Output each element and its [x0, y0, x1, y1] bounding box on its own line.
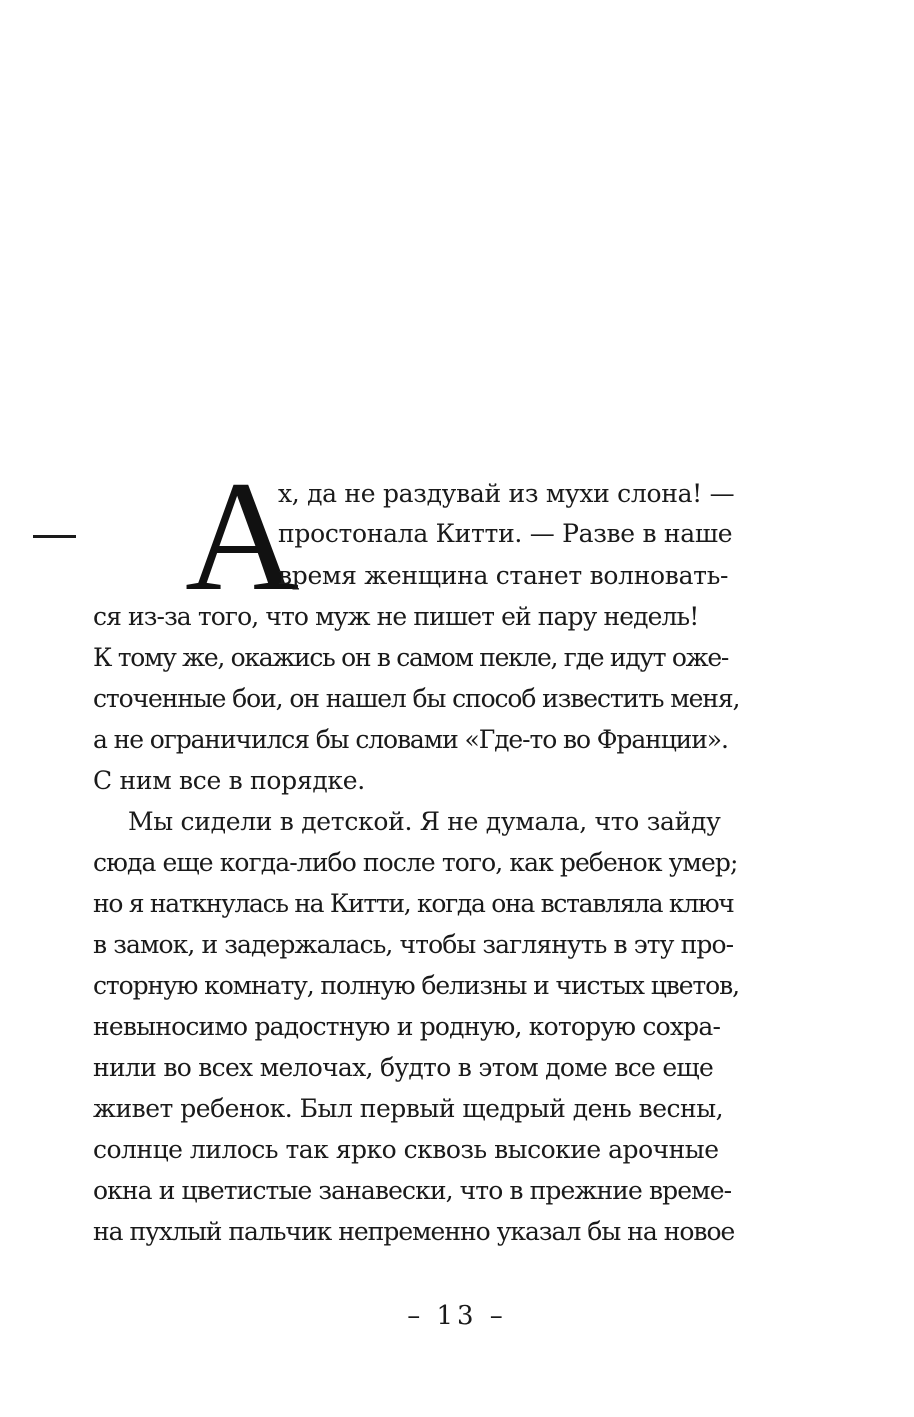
paragraph2-line-2: сюда еще когда-либо после того, как ребенок умер;	[93, 848, 738, 877]
paragraph2-line-1: Мы сидели в детской. Я не думала, что зайду	[128, 807, 721, 836]
paragraph2-line-10: окна и цветистые занавески, что в прежние време-	[93, 1176, 732, 1205]
paragraph2-line-3: но я наткнулась на Китти, когда она вставляла ключ	[93, 889, 734, 918]
paragraph1-line-1: х, да не раздувай из мухи слона! —	[278, 479, 735, 508]
paragraph1-line-2: простонала Китти. — Разве в наше	[278, 519, 733, 548]
paragraph1-line-7: а не ограничился бы словами «Где-то во Франции».	[93, 725, 728, 754]
paragraph1-line-5: К тому же, окажись он в самом пекле, где идут оже-	[93, 643, 728, 672]
paragraph2-line-5: сторную комнату, полную белизны и чистых цветов,	[93, 971, 739, 1000]
paragraph1-line-4: ся из-за того, что муж не пишет ей пару недель!	[93, 602, 699, 631]
lead-dash	[33, 535, 76, 538]
paragraph2-line-6: невыносимо радостную и родную, которую сохра-	[93, 1012, 721, 1041]
page-number: – 13 –	[407, 1301, 507, 1331]
paragraph1-line-6: сточенные бои, он нашел бы способ известить меня,	[93, 684, 740, 713]
paragraph2-line-8: живет ребенок. Был первый щедрый день весны,	[93, 1094, 724, 1123]
paragraph1-line-3: время женщина станет волновать-	[278, 561, 729, 590]
drop-cap: А	[185, 449, 300, 624]
paragraph1-line-8: С ним все в порядке.	[93, 766, 365, 795]
paragraph2-line-9: солнце лилось так ярко сквозь высокие арочные	[93, 1135, 719, 1164]
paragraph2-line-7: нили во всех мелочах, будто в этом доме все еще	[93, 1053, 714, 1082]
paragraph2-line-11: на пухлый пальчик непременно указал бы на новое	[93, 1217, 735, 1246]
paragraph2-line-4: в замок, и задержалась, чтобы заглянуть в эту про-	[93, 930, 734, 959]
